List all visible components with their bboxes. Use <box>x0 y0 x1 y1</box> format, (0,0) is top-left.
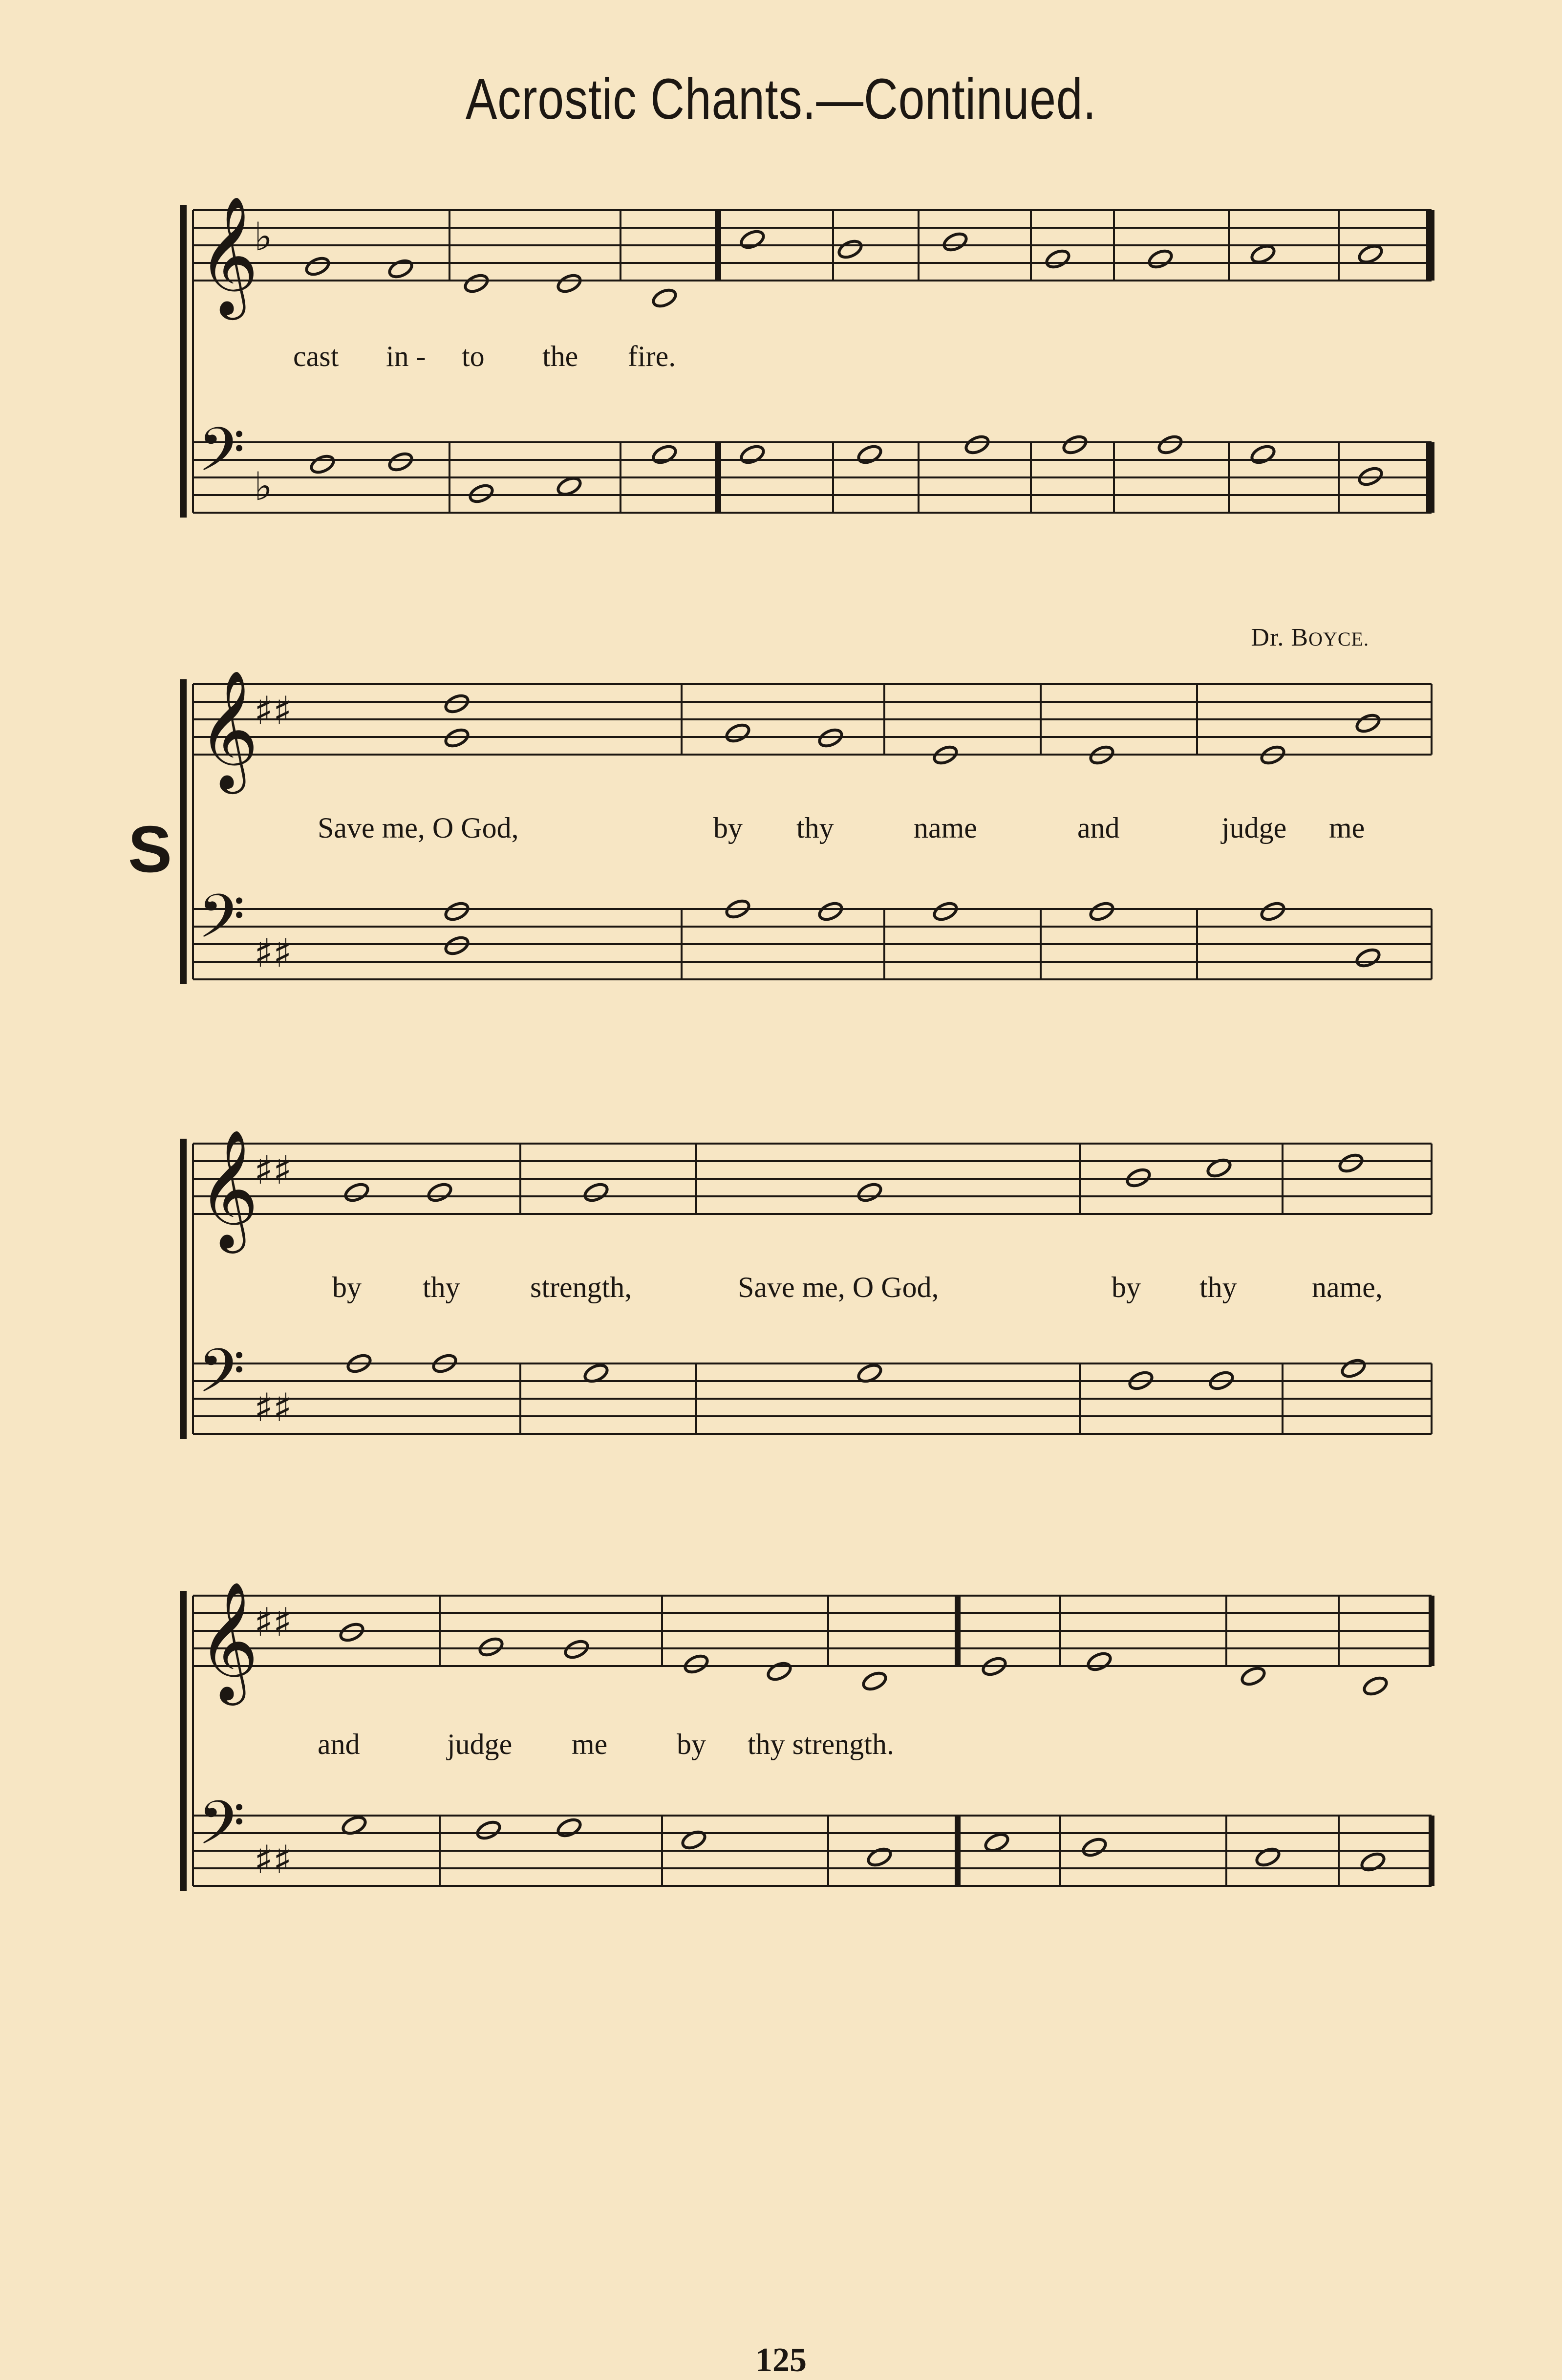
lyric-syllable: fire. <box>628 340 676 372</box>
key-signature: ♯♯ <box>254 1600 292 1645</box>
half-note-head <box>343 1181 370 1204</box>
lyric-syllable: judge <box>447 1728 513 1760</box>
half-note-head <box>724 722 751 744</box>
half-note-head <box>856 443 883 466</box>
lyric-syllable: thy strength. <box>748 1728 894 1760</box>
half-note-head <box>443 900 470 923</box>
lyric-syllable: by <box>677 1728 706 1760</box>
bass-clef: 𝄢 <box>198 882 245 967</box>
lyric-syllable: by <box>332 1271 362 1303</box>
half-note-head <box>836 238 863 260</box>
half-note-head <box>387 451 414 473</box>
key-signature: ♯♯ <box>254 688 292 734</box>
half-note-head <box>941 231 968 253</box>
key-signature: ♯♯ <box>254 1385 292 1430</box>
half-note-head <box>1362 1675 1389 1697</box>
half-note-head <box>1354 947 1381 969</box>
bass-clef: 𝄢 <box>198 1788 245 1873</box>
half-note-head <box>766 1660 792 1683</box>
half-note-head <box>582 1181 609 1204</box>
half-note-head <box>443 934 470 957</box>
half-note-head <box>1240 1665 1266 1688</box>
half-note-head <box>556 475 582 498</box>
half-note-head <box>817 900 844 923</box>
half-note-head <box>1086 1650 1113 1673</box>
key-signature: ♭ <box>254 464 273 509</box>
lyric-syllable: in - <box>386 340 426 372</box>
lyric-syllable: name <box>914 812 977 844</box>
lyric-syllable: me <box>1329 812 1365 844</box>
half-note-head <box>443 692 470 715</box>
lyric-syllable: and <box>1077 812 1120 844</box>
lyric-syllable: the <box>542 340 578 372</box>
key-signature: ♭ <box>254 214 273 260</box>
lyric-syllable: by <box>1112 1271 1141 1303</box>
half-note-head <box>387 258 414 280</box>
half-note-head <box>468 482 494 505</box>
half-note-head <box>683 1653 709 1675</box>
section-letter: S <box>128 812 172 886</box>
half-note-head <box>1061 433 1088 456</box>
page-title: Acrostic Chants.—Continued. <box>465 67 1097 131</box>
page-number: 125 <box>755 2341 807 2379</box>
half-note-head <box>1088 900 1115 923</box>
lyric-syllable: to <box>462 340 485 372</box>
half-note-head <box>426 1181 453 1204</box>
half-note-head <box>932 900 959 923</box>
lyric-syllable: strength, <box>530 1271 632 1303</box>
key-signature: ♯♯ <box>254 930 292 976</box>
half-note-head <box>1044 248 1071 270</box>
half-note-head <box>1156 433 1183 456</box>
lyric-syllable: Save me, O God, <box>738 1271 939 1303</box>
half-note-head <box>1259 900 1286 923</box>
half-note-head <box>861 1670 888 1692</box>
lyric-syllable: me <box>572 1728 608 1760</box>
half-note-head <box>1249 443 1276 466</box>
half-note-head <box>338 1621 365 1644</box>
half-note-head <box>1254 1846 1281 1868</box>
bass-clef: 𝄢 <box>198 415 245 500</box>
half-note-head <box>1357 243 1384 265</box>
lyric-syllable: name, <box>1312 1271 1383 1303</box>
lyric-syllable: thy <box>423 1271 460 1303</box>
half-note-head <box>739 228 766 251</box>
half-note-head <box>1147 248 1174 270</box>
half-note-head <box>475 1819 502 1841</box>
half-note-head <box>477 1636 504 1658</box>
half-note-head <box>1249 243 1276 265</box>
half-note-head <box>856 1181 883 1204</box>
half-note-head <box>1337 1152 1364 1174</box>
half-note-head <box>1354 712 1381 735</box>
treble-clef: 𝄞 <box>198 1128 259 1248</box>
half-note-head <box>556 1817 582 1839</box>
half-note-head <box>963 433 990 456</box>
lyric-syllable: Save me, O God, <box>318 812 519 844</box>
treble-clef: 𝄞 <box>198 1580 259 1700</box>
half-note-head <box>651 287 678 309</box>
treble-clef: 𝄞 <box>198 195 259 315</box>
lyric-syllable: cast <box>293 340 339 372</box>
lyric-syllable: and <box>318 1728 360 1760</box>
half-note-head <box>1340 1357 1367 1380</box>
half-note-head <box>304 255 331 278</box>
key-signature: ♯♯ <box>254 1147 292 1193</box>
half-note-head <box>463 272 490 295</box>
half-note-head <box>309 453 336 476</box>
half-note-head <box>739 443 766 466</box>
key-signature: ♯♯ <box>254 1837 292 1882</box>
lyric-syllable: judge <box>1221 812 1287 844</box>
treble-clef: 𝄞 <box>198 669 259 789</box>
half-note-head <box>556 272 582 295</box>
lyric-syllable: thy <box>1199 1271 1237 1303</box>
half-note-head <box>1081 1836 1108 1859</box>
lyric-syllable: by <box>713 812 743 844</box>
half-note-head <box>651 443 678 466</box>
half-note-head <box>866 1846 893 1868</box>
composer-credit: Dr. BOYCE. <box>1251 624 1369 651</box>
bass-clef: 𝄢 <box>198 1336 245 1421</box>
lyric-syllable: thy <box>796 812 834 844</box>
half-note-head <box>1359 1851 1386 1873</box>
